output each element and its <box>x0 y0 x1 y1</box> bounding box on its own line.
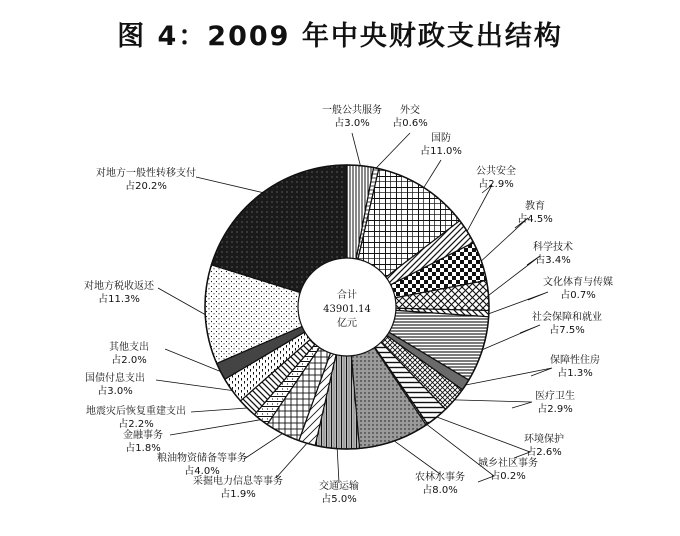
slice-share-label: 占2.6% <box>526 447 562 458</box>
slice-name-label: 城乡社区事务 <box>478 458 538 469</box>
slice-share-label: 占1.9% <box>220 489 256 500</box>
leader-line <box>437 417 530 458</box>
slice-name-label: 保障性住房 <box>550 355 600 366</box>
slice-name-label: 地震灾后恢复重建支出 <box>86 406 186 417</box>
center-total-unit: 亿元 <box>337 318 357 329</box>
slice-share-label: 占4.5% <box>517 214 553 225</box>
slice-name-label: 教育 <box>525 201 545 212</box>
center-total-label: 合计 <box>337 290 357 301</box>
leader-line <box>191 408 247 412</box>
slice-share-label: 占0.6% <box>392 118 428 129</box>
slice-name-label: 农林水事务 <box>415 472 465 483</box>
slice-name-label: 外交 <box>400 105 420 116</box>
slice-share-label: 占11.0% <box>420 146 462 157</box>
slice-name-label: 金融事务 <box>123 430 163 441</box>
leader-line <box>156 380 232 391</box>
leader-line <box>244 434 283 460</box>
leader-line <box>454 400 532 408</box>
slice-name-label: 一般公共服务 <box>322 105 382 116</box>
leader-line <box>276 443 307 478</box>
slice-name-label: 公共安全 <box>476 166 516 177</box>
slice-name-label: 采掘电力信息等事务 <box>193 476 283 487</box>
slice-name-label: 国防 <box>431 133 451 144</box>
slice-share-label: 占0.7% <box>560 290 596 301</box>
slice-name-label: 其他支出 <box>109 342 149 353</box>
leader-line <box>467 185 492 231</box>
slice-name-label: 对地方税收返还 <box>84 281 154 292</box>
slice-share-label: 占8.0% <box>422 485 458 496</box>
slice-share-label: 占11.3% <box>98 294 140 305</box>
slice-name-label: 交通运输 <box>319 481 359 492</box>
leader-line <box>196 177 263 193</box>
slice-share-label: 占2.2% <box>118 419 154 430</box>
chart-title: 图 4：2009 年中央财政支出结构 <box>117 21 563 52</box>
leader-line <box>337 449 339 483</box>
leader-line <box>489 292 548 314</box>
slice-share-label: 占4.0% <box>184 466 220 477</box>
slice-share-label: 占1.8% <box>125 443 161 454</box>
slice-share-label: 占3.0% <box>97 386 133 397</box>
slice-share-label: 占2.9% <box>537 404 573 415</box>
slice-name-label: 社会保障和就业 <box>532 312 602 323</box>
slice-share-label: 占1.3% <box>557 368 593 379</box>
slice-name-label: 环境保护 <box>524 434 564 445</box>
leader-line <box>158 288 205 315</box>
slice-share-label: 占7.5% <box>549 325 585 336</box>
slice-share-label: 占3.0% <box>334 118 370 129</box>
slice-share-label: 占3.4% <box>535 255 571 266</box>
slice-share-label: 占20.2% <box>125 181 167 192</box>
leader-line <box>394 441 440 474</box>
slice-name-label: 粮油物资储备等事务 <box>157 453 247 464</box>
slice-share-label: 占2.0% <box>111 355 147 366</box>
leader-line <box>483 325 541 350</box>
leader-line <box>466 368 552 385</box>
slice-share-label: 占5.0% <box>321 494 357 505</box>
slice-share-label: 占0.2% <box>490 471 526 482</box>
slice-name-label: 医疗卫生 <box>535 391 575 402</box>
leader-line <box>489 256 541 295</box>
slice-name-label: 文化体育与传媒 <box>543 277 613 288</box>
leader-line <box>352 133 360 166</box>
center-total-value: 43901.14 <box>323 304 371 315</box>
leader-line <box>424 160 441 188</box>
leader-line <box>376 133 410 168</box>
slice-name-label: 国债付息支出 <box>85 373 145 384</box>
slice-name-label: 对地方一般性转移支付 <box>96 168 196 179</box>
leader-line <box>170 420 261 435</box>
slice-name-label: 科学技术 <box>533 242 573 253</box>
slice-share-label: 占2.9% <box>478 179 514 190</box>
